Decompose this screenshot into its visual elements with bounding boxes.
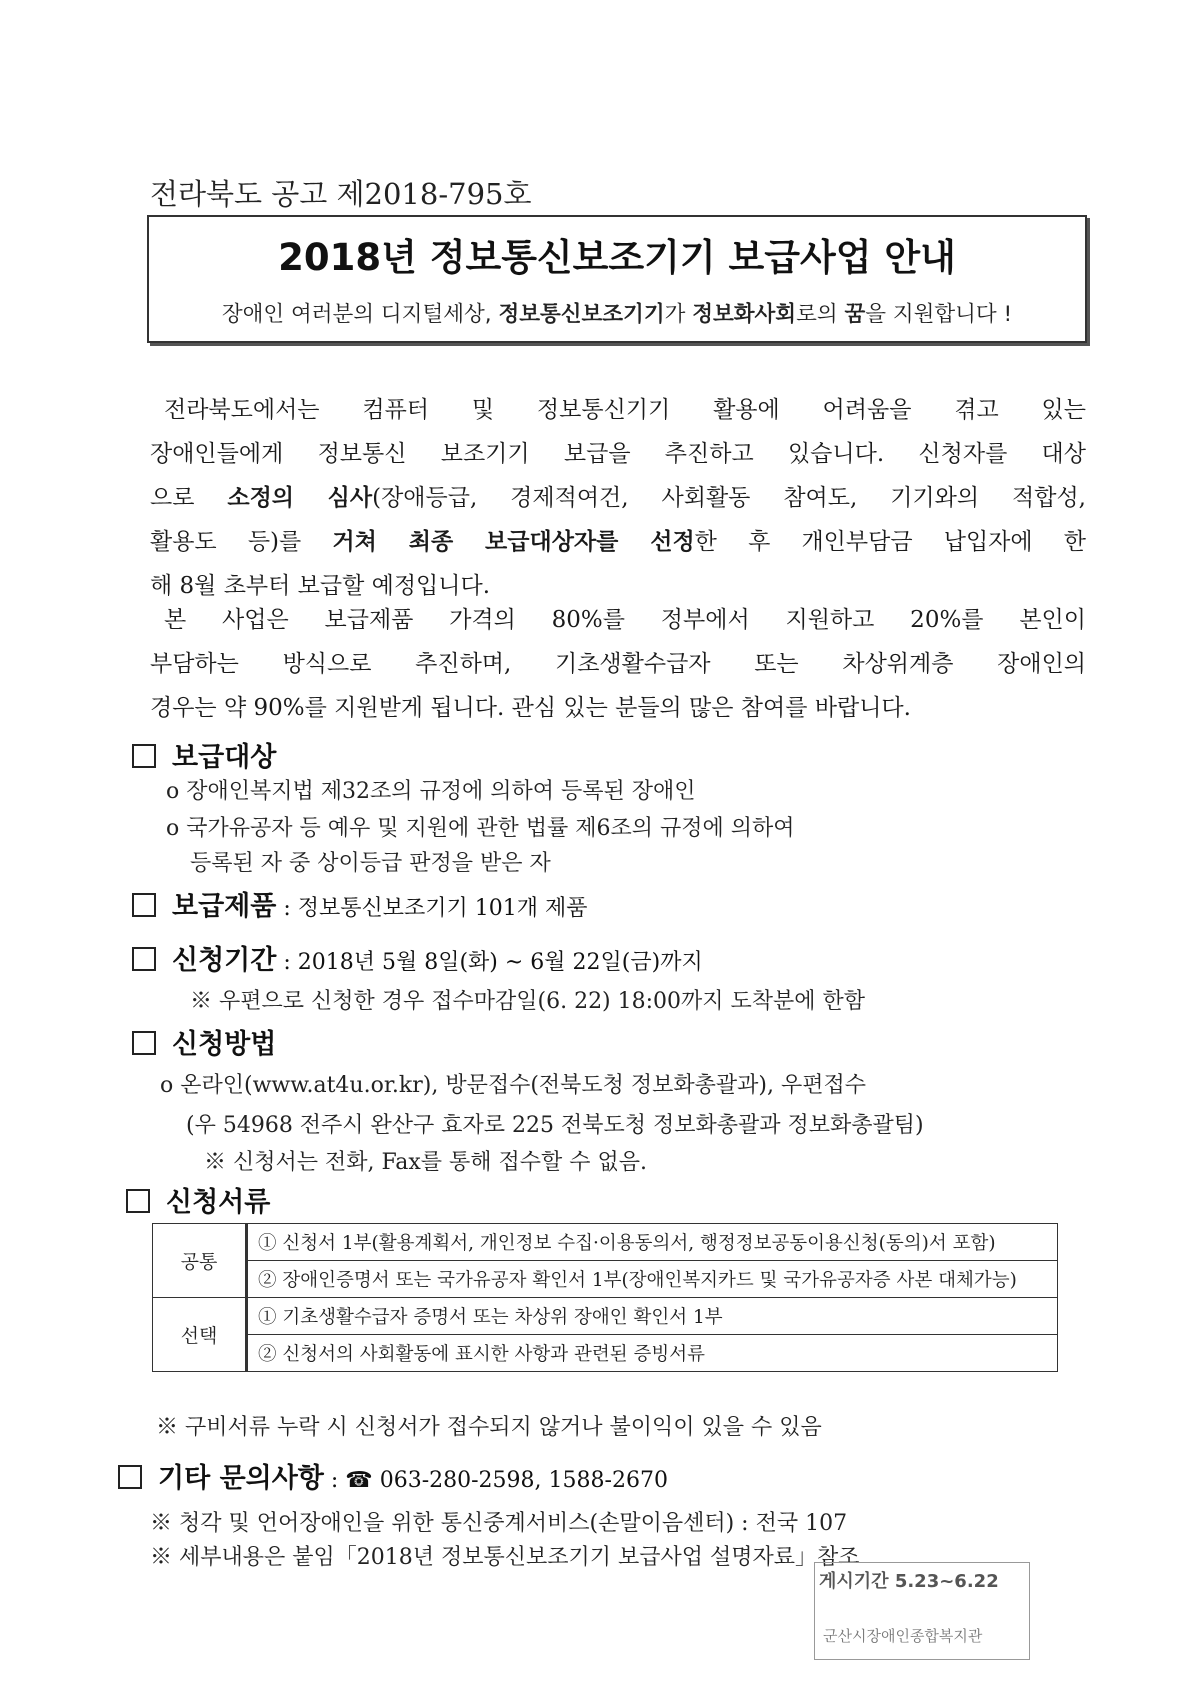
notice-number: 전라북도 공고 제2018-795호 bbox=[150, 177, 532, 211]
checkbox-icon bbox=[132, 744, 156, 768]
section-period: 신청기간 : 2018년 5월 8일(화) ~ 6월 22일(금)까지 bbox=[132, 938, 703, 977]
intro-paragraph: 전라북도에서는 컴퓨터 및 정보통신기기 활용에 어려움을 겪고 있는 장애인들에게 정보통신 보조기기 보급을 추진하고 있습니다. 신청자를 대상 으로 소정의 심사(장애등급, 경제적여건, 사회활동 참여도, 기기와의 적합성, 활용도 등)를 거쳐 최종 보급대상자를 선정한 후 개인부담금 납입자에 한 해 8월 초부터 보급할 예정입니다. bbox=[150, 397, 1086, 599]
section-products: 보급제품 : 정보통신보조기기 101개 제품 bbox=[132, 884, 587, 923]
document-subtitle: 장애인 여러분의 디지털세상, 정보통신보조기기가 정보화사회로의 꿈을 지원합니다 ! bbox=[221, 302, 1013, 327]
section-method: 신청방법 bbox=[132, 1022, 276, 1061]
posting-stamp bbox=[814, 1562, 1030, 1660]
checkbox-icon bbox=[118, 1465, 142, 1489]
table-row bbox=[153, 1261, 1058, 1298]
checkbox-icon bbox=[132, 893, 156, 917]
category-common: 공통 bbox=[153, 1224, 247, 1298]
table-cell: ② 장애인증명서 또는 국가유공자 확인서 1부(장애인복지카드 및 국가유공자증 사본 대체가능) bbox=[247, 1261, 1058, 1298]
section-documents: 신청서류 bbox=[126, 1180, 270, 1219]
inquiry-note-2: ※ 세부내용은 붙임「2018년 정보통신보조기기 보급사업 설명자료」참조 bbox=[150, 1545, 860, 1570]
support-paragraph: 본 사업은 보급제품 가격의 80%를 정부에서 지원하고 20%를 본인이 부담하는 방식으로 추진하며, 기초생활수급자 또는 차상위계층 장애인의 경우는 약 90%를 지원받게 됩니다. 관심 있는 분들의 많은 참여를 바랍니다. bbox=[150, 607, 1086, 721]
table-row bbox=[153, 1298, 1058, 1335]
inquiry-note-1: ※ 청각 및 언어장애인을 위한 통신중계서비스(손말이음센터) : 전국 107 bbox=[150, 1511, 848, 1536]
stamp-org: 군산시장애인종합복지관 bbox=[823, 1627, 983, 1645]
checkbox-icon bbox=[126, 1189, 150, 1213]
target-item-2: o 국가유공자 등 예우 및 지원에 관한 법률 제6조의 규정에 의하여 bbox=[166, 816, 795, 841]
table-row bbox=[153, 1224, 1058, 1261]
period-note: ※ 우편으로 신청한 경우 접수마감일(6. 22) 18:00까지 도착분에 한함 bbox=[190, 989, 866, 1014]
table-row bbox=[153, 1335, 1058, 1372]
method-item-1: o 온라인(www.at4u.or.kr), 방문접수(전북도청 정보화총괄과), 우편접수 bbox=[160, 1073, 867, 1098]
table-cell: ② 신청서의 사회활동에 표시한 사항과 관련된 증빙서류 bbox=[247, 1335, 1058, 1372]
section-target: 보급대상 bbox=[132, 735, 276, 774]
table-cell: ① 신청서 1부(활용계획서, 개인정보 수집·이용동의서, 행정정보공동이용신청(동의)서 포함) bbox=[247, 1224, 1058, 1261]
method-item-1-cont: (우 54968 전주시 완산구 효자로 225 전북도청 정보화총괄과 정보화총괄팀) bbox=[186, 1113, 924, 1138]
checkbox-icon bbox=[132, 947, 156, 971]
documents-table bbox=[152, 1223, 1058, 1372]
category-optional: 선택 bbox=[153, 1298, 247, 1372]
document-title: 2018년 정보통신보조기기 보급사업 안내 bbox=[278, 236, 956, 279]
checkbox-icon bbox=[132, 1031, 156, 1055]
stamp-period: 게시기간 5.23~6.22 bbox=[819, 1571, 999, 1592]
title-box bbox=[147, 215, 1087, 343]
documents-note: ※ 구비서류 누락 시 신청서가 접수되지 않거나 불이익이 있을 수 있음 bbox=[156, 1415, 822, 1440]
target-item-2-cont: 등록된 자 중 상이등급 판정을 받은 자 bbox=[190, 851, 551, 876]
target-item-1: o 장애인복지법 제32조의 규정에 의하여 등록된 장애인 bbox=[166, 779, 696, 804]
table-cell: ① 기초생활수급자 증명서 또는 차상위 장애인 확인서 1부 bbox=[247, 1298, 1058, 1335]
section-inquiry: 기타 문의사항 : ☎ 063-280-2598, 1588-2670 bbox=[118, 1456, 668, 1495]
method-note: ※ 신청서는 전화, Fax를 통해 접수할 수 없음. bbox=[204, 1150, 648, 1175]
